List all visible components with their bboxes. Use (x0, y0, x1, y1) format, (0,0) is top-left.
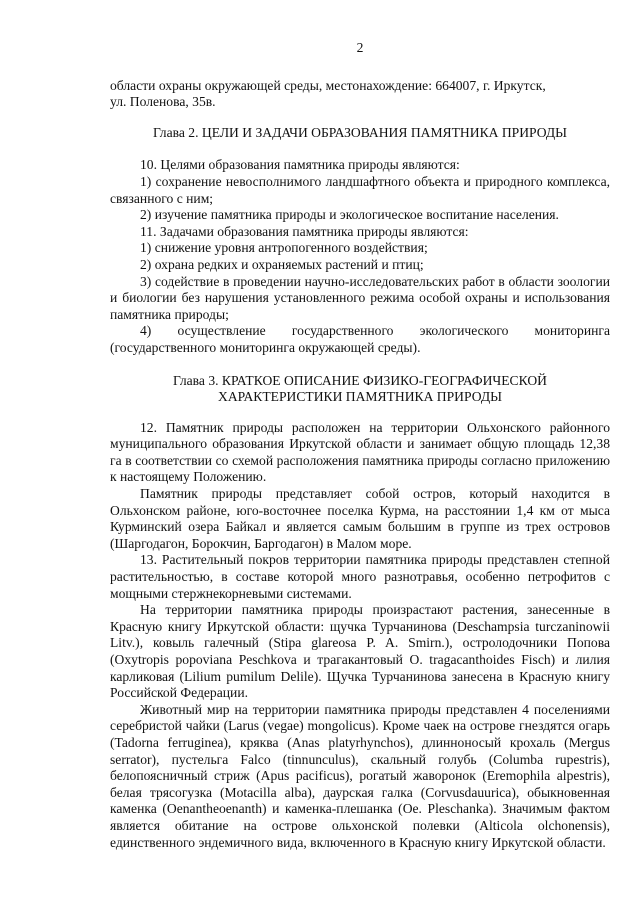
ch3-red-book-plants: На территории памятника природы произрастают растения, занесенные в Красную книгу Иркутской области: щучка Турчанинова (Deschampsia turczaninowii Litv.), ковыль галечный (Stipa glareosa P. A. Smirn.), остролодочники Попова (Oxytropis popoviana Peschkova и трагакантовый O. tragacanthoides Fisch) и лилия карликовая (Lilium pumilum Delile). Щучка Турчанинова занесена в Красную книгу Российской Федерации. (110, 602, 610, 701)
ch2-task-2: 2) охрана редких и охраняемых растений и птиц; (140, 256, 424, 272)
ch3-island-description: Памятник природы представляет собой остров, который находится в Ольхонском районе, юго-восточнее поселка Курма, на расстоянии 1,4 км от мыса Курминский озера Байкал и является самым большим в группе из трех островов (Шаргодагон, Борокчин, Баргодагон) в Малом море. (110, 486, 610, 551)
ch2-para-11: 11. Задачами образования памятника природы являются: (140, 223, 469, 239)
ch2-task-4: 4) осуществление государственного экологического мониторинга (государственного мониторинга окружающей среды). (110, 323, 610, 355)
ch3-fauna: Животный мир на территории памятника природы представлен 4 поселениями серебристой чайки (Larus (vegae) mongolicus). Кроме чаек на острове гнездятся огарь (Tadorna ferruginea), кряква (Anas platyrhynchos), длинноносый крохаль (Mergus serrator), пустельга Falco (tinnunculus), скальный голубь (Columba rupestris), белопоясничный стриж (Apus pacificus), рогатый жаворонок (Eremophila alpestris), белая трясогузка (Motacilla alba), даурская галка (Corvusdauurica), обыкновенная каменка (Oenantheoenanth) и каменка-плешанка (Oe. Pleschanka). Значимым фактом является обитание на острове ольхонской полевки (Alticola olchonensis), единственного эндемичного вида, включенного в Красную книгу Иркутской области. (110, 701, 610, 850)
ch2-para-10: 10. Целями образования памятника природы являются: (140, 157, 460, 173)
chapter-3-title-line-1: Глава 3. КРАТКОЕ ОПИСАНИЕ ФИЗИКО-ГЕОГРАФИЧЕСКОЙ (173, 372, 547, 388)
chapter-2-title: Глава 2. ЦЕЛИ И ЗАДАЧИ ОБРАЗОВАНИЯ ПАМЯТНИКА ПРИРОДЫ (152, 124, 568, 140)
ch3-para-13: 13. Растительный покров территории памятника природы представлен степной растительностью, в составе которой много разнотравья, особенно петрофитов с мощными стержнекорневыми системами. (110, 552, 610, 601)
ch2-task-3: 3) содействие в проведении научно-исследовательских работ в области зоологии и биологии без нарушения установленного режима особой охраны и использования памятника природы; (110, 273, 610, 322)
chapter-3-title-line-2: ХАРАКТЕРИСТИКИ ПАМЯТНИКА ПРИРОДЫ (218, 389, 502, 405)
ch3-para-12: 12. Памятник природы расположен на территории Ольхонского районного муниципального образования Иркутской области и занимает общую площадь 12,38 га в соответствии со схемой расположения памятника природы согласно приложению к настоящему Положению. (110, 419, 610, 485)
ch2-goal-2: 2) изучение памятника природы и экологическое воспитание населения. (140, 207, 559, 223)
ch2-goal-1: 1) сохранение невосполнимого ландшафтного объекта и природного комплекса, связанного с ним; (110, 173, 610, 206)
page-number: 2 (356, 40, 364, 55)
intro-line-2: ул. Поленова, 35в. (110, 94, 216, 110)
chapter-3-title (110, 373, 610, 406)
ch2-task-1: 1) снижение уровня антропогенного воздействия; (140, 240, 428, 256)
intro-line-1: области охраны окружающей среды, местонахождение: 664007, г. Иркутск, (110, 77, 546, 93)
